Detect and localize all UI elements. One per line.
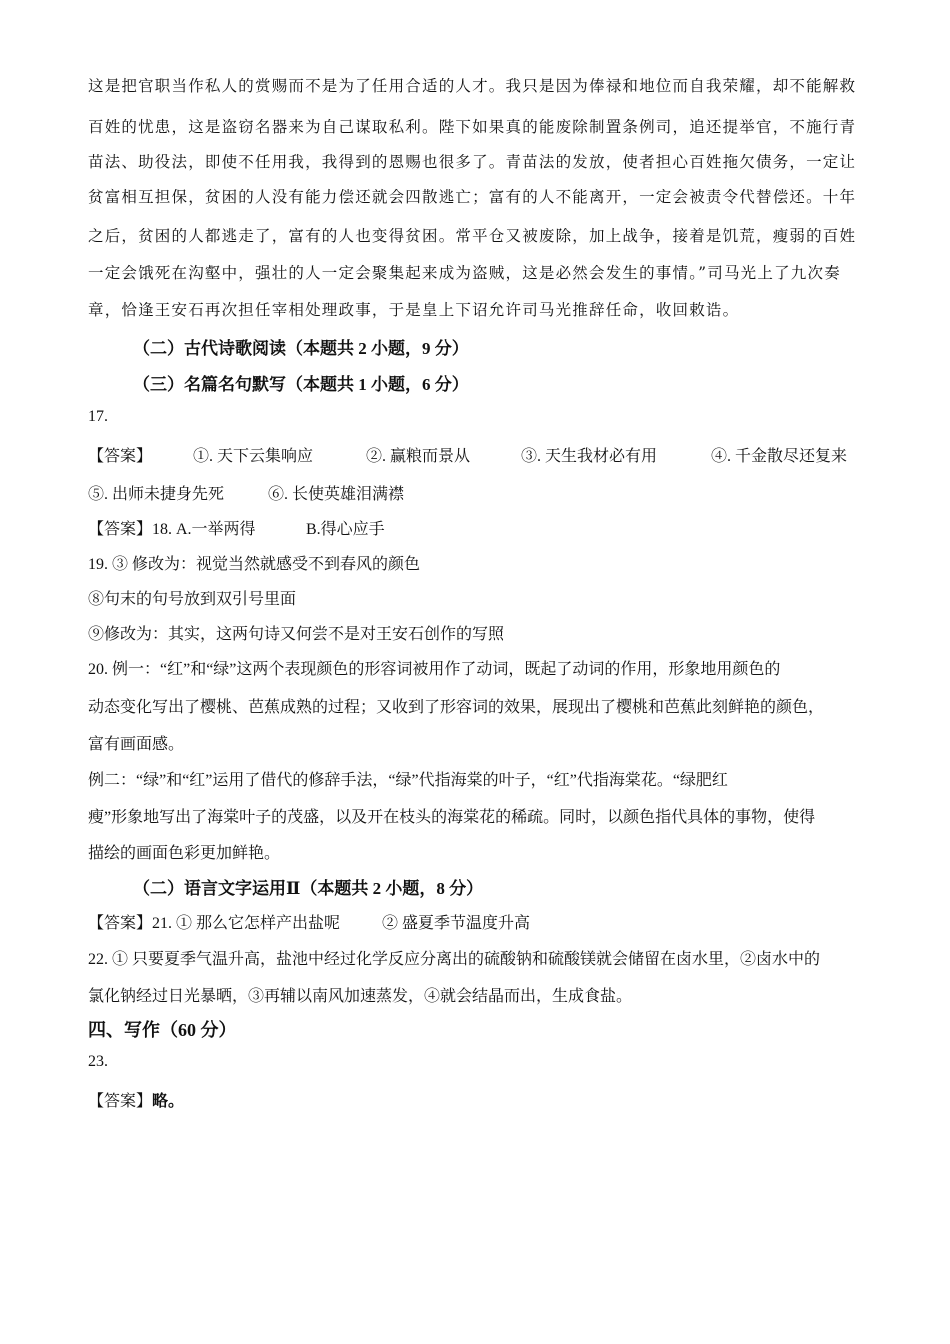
- q20-line: 例二：“绿”和“红”运用了借代的修辞手法，“绿”代指海棠的叶子，“红”代指海棠花。“绿肥红: [88, 772, 728, 789]
- passage-line: 章，恰逢王安石再次担任宰相处理政事，于是皇上下诏允许司马光推辞任命，收回敕诰。: [88, 301, 740, 319]
- q17-item-5: ⑤. 出师未捷身先死: [88, 486, 225, 503]
- q23-answer-label: 【答案】: [88, 1093, 153, 1110]
- q17-item-2: ②. 赢粮而景从: [366, 448, 471, 465]
- q19-line: ⑨修改为：其实，这两句诗又何尝不是对王安石创作的写照: [88, 626, 505, 643]
- q23-answer: [88, 1088, 184, 1111]
- q17-item-1: ①. 天下云集响应: [193, 448, 314, 465]
- q19-line: ⑧句末的句号放到双引号里面: [88, 591, 297, 608]
- q18-answer: 【答案】18. A.一举两得: [88, 521, 256, 538]
- q23-answer-text: 略。: [152, 1093, 185, 1110]
- passage-line: 这是把官职当作私人的赏赐而不是为了任用合适的人才。我只是因为俸禄和地位而自我荣耀，却不能解救: [88, 77, 857, 95]
- q18-option-b: B.得心应手: [306, 521, 385, 538]
- passage-line: 一定会饿死在沟壑中，强壮的人一定会聚集起来成为盗贼，这是必然会发生的事情。”司马光上了九次奏: [88, 264, 841, 282]
- section-heading-language: （二）语言文字运用Ⅱ（本题共 2 小题，8 分）: [133, 879, 484, 898]
- passage-line: 苗法、助役法，即使不任用我，我得到的恩赐也很多了。青苗法的发放，使者担心百姓拖欠债务，一定让: [88, 153, 857, 171]
- q19-line: 19. ③ 修改为：视觉当然就感受不到春风的颜色: [88, 556, 421, 573]
- q17-answer-label: 【答案】: [88, 448, 153, 465]
- q20-line: 描绘的画面色彩更加鲜艳。: [88, 845, 281, 862]
- q22-line: 氯化钠经过日光暴晒，③再辅以南风加速蒸发，④就会结晶而出，生成食盐。: [88, 988, 633, 1005]
- q20-line: 瘦”形象地写出了海棠叶子的茂盛，以及开在枝头的海棠花的稀疏。同时，以颜色指代具体的事物，使得: [88, 809, 816, 826]
- q21-answer-2: ② 盛夏季节温度升高: [382, 915, 531, 932]
- q20-line: 动态变化写出了樱桃、芭蕉成熟的过程；又收到了形容词的效果，展现出了樱桃和芭蕉此刻鲜艳的颜色，: [88, 699, 825, 716]
- section-heading-poetry: （二）古代诗歌阅读（本题共 2 小题，9 分）: [133, 339, 469, 358]
- section-heading-recitation: （三）名篇名句默写（本题共 1 小题，6 分）: [133, 375, 469, 394]
- q17-item-3: ③. 天生我材必有用: [521, 448, 658, 465]
- q20-line: 富有画面感。: [88, 736, 185, 753]
- section-heading-writing: 四、写作（60 分）: [88, 1020, 237, 1040]
- q17-item-4: ④. 千金散尽还复来: [711, 448, 848, 465]
- passage-line: 贫富相互担保，贫困的人没有能力偿还就会四散逃亡；富有的人不能离开，一定会被责令代替偿还。十年: [88, 188, 857, 206]
- q17-item-6: ⑥. 长使英雄泪满襟: [268, 486, 405, 503]
- q17-number: 17.: [88, 408, 108, 425]
- q21-answer: 【答案】21. ① 那么它怎样产出盐呢: [88, 915, 341, 932]
- q22-line: 22. ① 只要夏季气温升高，盐池中经过化学反应分离出的硫酸钠和硫酸镁就会储留在卤水里，②卤水中的: [88, 951, 821, 968]
- passage-line: 之后，贫困的人都逃走了，富有的人也变得贫困。常平仓又被废除，加上战争，接着是饥荒，瘦弱的百姓: [88, 227, 857, 245]
- q20-line: 20. 例一：“红”和“绿”这两个表现颜色的形容词被用作了动词，既起了动词的作用，形象地用颜色的: [88, 661, 781, 678]
- passage-line: 百姓的忧患，这是盗窃名器来为自己谋取私利。陛下如果真的能废除制置条例司，追还提举官，不施行青: [88, 118, 857, 136]
- q23-number: 23.: [88, 1053, 108, 1070]
